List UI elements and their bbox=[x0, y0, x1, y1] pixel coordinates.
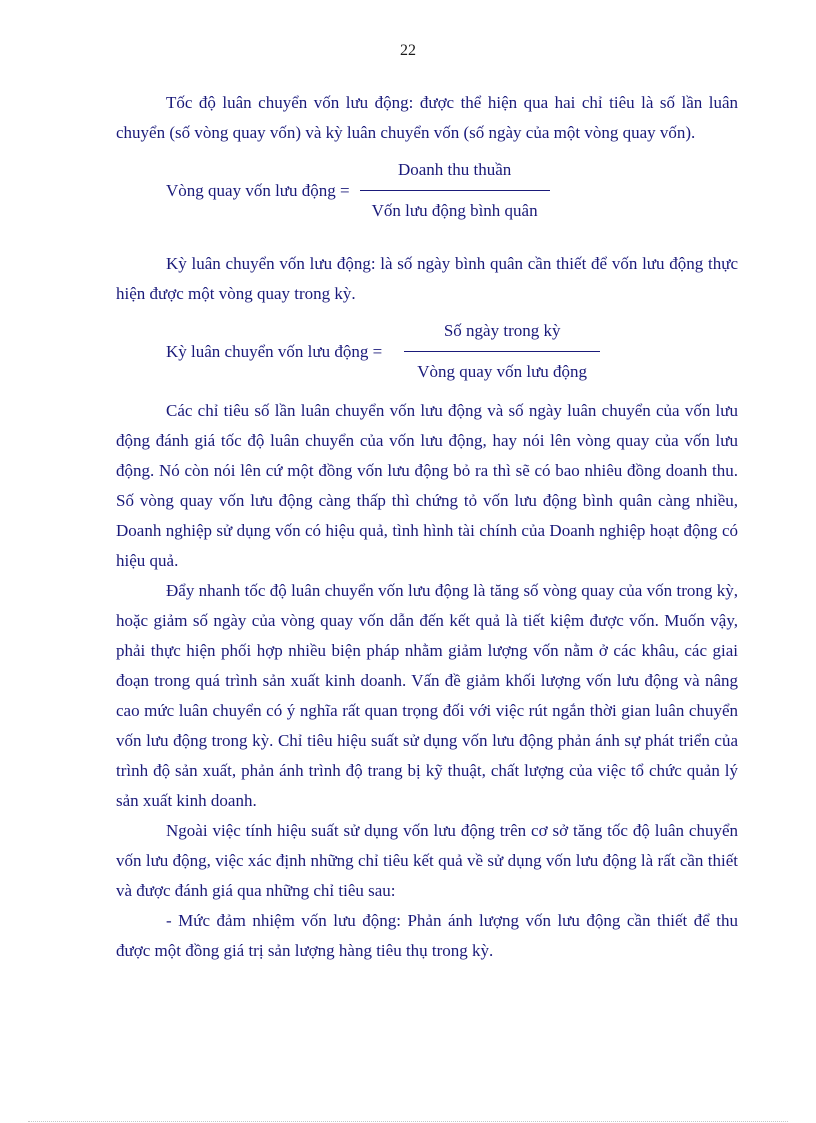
formula-lhs: Vòng quay vốn lưu động = bbox=[166, 180, 350, 200]
paragraph-turnover-period: Kỳ luân chuyển vốn lưu động: là số ngày bình quân cần thiết để vốn lưu động thực hiện được một vòng quay trong kỳ. bbox=[116, 254, 738, 303]
formula-turnover-period bbox=[166, 317, 738, 386]
fraction-denominator: Vốn lưu động bình quân bbox=[371, 201, 538, 220]
fraction-numerator: Số ngày trong kỳ bbox=[443, 321, 561, 340]
fraction-numerator: Doanh thu thuần bbox=[397, 160, 512, 179]
page-bottom-rule bbox=[28, 1121, 788, 1122]
document-body bbox=[116, 88, 738, 966]
fraction-denominator: Vòng quay vốn lưu động bbox=[417, 362, 588, 381]
paragraph-indicators-evaluation: Các chỉ tiêu số lần luân chuyển vốn lưu động và số ngày luân chuyển của vốn lưu động đánh giá tốc độ luân chuyển của vốn lưu động, hay nói lên vòng quay của vốn lưu động. Nó còn nói lên cứ một đồng vốn lưu động bỏ ra thì sẽ có bao nhiêu đồng doanh thu. Số vòng quay vốn lưu động càng thấp thì chứng tỏ vốn lưu động bình quân càng nhiều, Doanh nghiệp sử dụng vốn có hiệu quả, tình hình tài chính của Doanh nghiệp hoạt động có hiệu quả. bbox=[116, 401, 738, 570]
page-number: 22 bbox=[400, 42, 416, 59]
paragraph-other-indicators: Ngoài việc tính hiệu suất sử dụng vốn lưu động trên cơ sở tăng tốc độ luân chuyển vốn lưu động, việc xác định những chỉ tiêu kết quả về sử dụng vốn lưu động là rất cần thiết và được đánh giá qua những chỉ tiêu sau: bbox=[116, 821, 738, 900]
paragraph-turnover-speed: Tốc độ luân chuyển vốn lưu động: được thể hiện qua hai chỉ tiêu là số lần luân chuyển (số vòng quay vốn) và kỳ luân chuyển vốn (số ngày của một vòng quay vốn). bbox=[116, 93, 738, 142]
formula-turnover-rounds bbox=[166, 156, 738, 225]
fraction bbox=[404, 317, 600, 386]
paragraph-capital-burden: - Mức đảm nhiệm vốn lưu động: Phản ánh lượng vốn lưu động cần thiết để thu được một đồng giá trị sản lượng hàng tiêu thụ trong kỳ. bbox=[116, 911, 738, 960]
formula-lhs: Kỳ luân chuyển vốn lưu động = bbox=[166, 341, 383, 361]
paragraph-accelerate-turnover: Đẩy nhanh tốc độ luân chuyển vốn lưu động là tăng số vòng quay của vốn trong kỳ, hoặc giảm số ngày của vòng quay vốn dẫn đến kết quả là tiết kiệm được vốn. Muốn vậy, phải thực hiện phối hợp nhiều biện pháp nhằm giảm lượng vốn nằm ở các khâu, các giai đoạn trong quá trình sản xuất kinh doanh. Vấn đề giảm khối lượng vốn lưu động và nâng cao mức luân chuyển có ý nghĩa rất quan trọng đối với việc rút ngắn thời gian luân chuyển vốn lưu động trong kỳ. Chỉ tiêu hiệu suất sử dụng vốn lưu động phản ánh sự phát triển của trình độ sản xuất, phản ánh trình độ trang bị kỹ thuật, chất lượng của việc tổ chức quản lý sản xuất kinh doanh. bbox=[116, 581, 738, 810]
fraction bbox=[360, 156, 550, 225]
